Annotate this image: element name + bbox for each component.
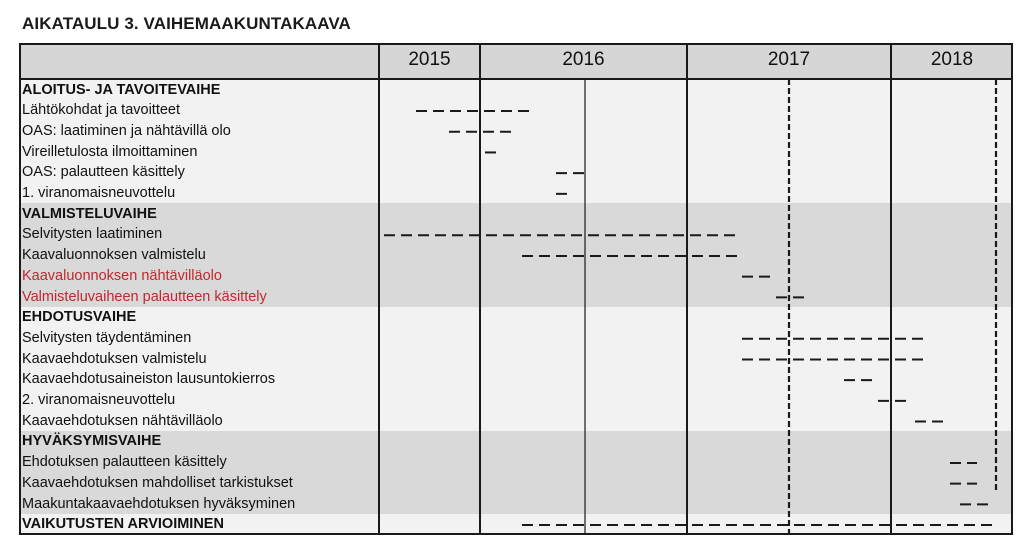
phase-label: VAIKUTUSTEN ARVIOIMINEN: [22, 516, 224, 533]
year-header-2015: 2015: [408, 49, 451, 70]
task-label: Kaavaehdotuksen nähtävilläolo: [22, 412, 223, 429]
task-label: 1. viranomaisneuvottelu: [22, 185, 176, 201]
task-label: Kaavaehdotuksen mahdolliset tarkistukset: [22, 474, 293, 491]
task-label: Selvitysten täydentäminen: [22, 329, 192, 346]
task-label: Kaavaehdotuksen valmistelu: [22, 350, 207, 367]
task-label: Selvitysten laatiminen: [22, 226, 163, 243]
task-label: Vireilletulosta ilmoittaminen: [22, 143, 198, 160]
phase-label: ALOITUS- JA TAVOITEVAIHE: [22, 81, 221, 98]
task-label: Ehdotuksen palautteen käsittely: [22, 454, 227, 471]
phase-label: EHDOTUSVAIHE: [22, 309, 137, 326]
year-header-2017: 2017: [767, 49, 811, 70]
schedule-table: [19, 43, 1013, 535]
task-label: Kaavaluonnoksen valmistelu: [22, 247, 206, 264]
task-label: OAS: palautteen käsittely: [22, 164, 185, 181]
task-label: OAS: laatiminen ja nähtävillä olo: [22, 122, 231, 139]
gantt-lines: [19, 43, 1013, 535]
task-label: Maakuntakaavaehdotuksen hyväksyminen: [22, 495, 296, 512]
year-header-2016: 2016: [562, 49, 605, 70]
page-title: AIKATAULU 3. VAIHEMAAKUNTAKAAVA: [22, 14, 351, 33]
year-header-2018: 2018: [930, 49, 974, 70]
task-label: Kaavaluonnoksen nähtävilläolo: [22, 267, 222, 284]
task-label: Valmisteluvaiheen palautteen käsittely: [22, 288, 267, 305]
table-frame: [20, 44, 1012, 534]
task-label: Lähtökohdat ja tavoitteet: [22, 102, 181, 119]
phase-label: VALMISTELUVAIHE: [22, 205, 157, 222]
task-label: Kaavaehdotusaineiston lausuntokierros: [22, 371, 276, 388]
phase-label: HYVÄKSYMISVAIHE: [22, 433, 162, 450]
task-label: 2. viranomaisneuvottelu: [22, 392, 176, 408]
